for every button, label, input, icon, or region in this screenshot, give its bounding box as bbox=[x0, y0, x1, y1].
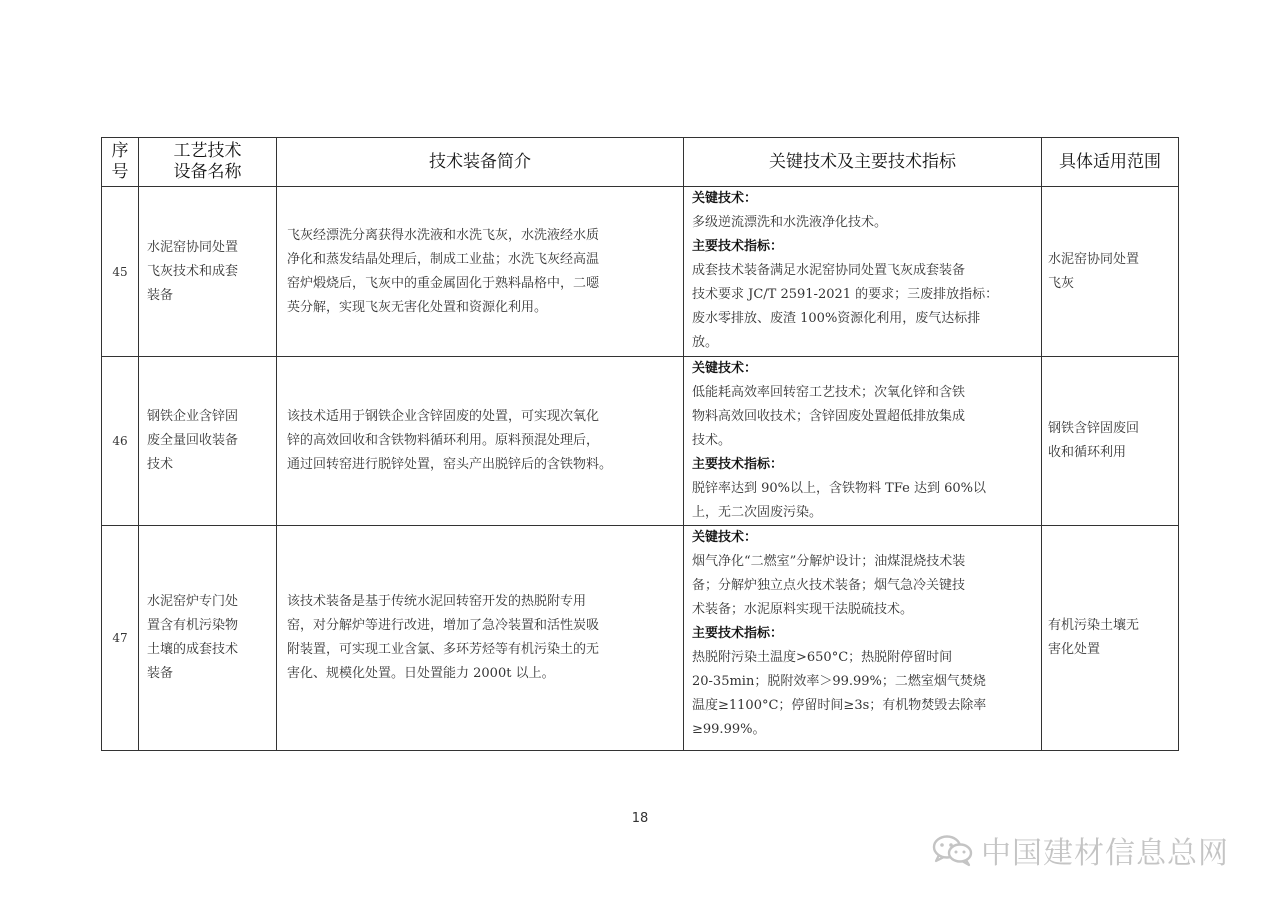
application-scope: 钢铁含锌固废回 收和循环利用 bbox=[1042, 357, 1179, 526]
tech-description: 该技术适用于钢铁企业含锌固废的处置，可实现次氧化 锌的高效回收和含铁物料循环利用。原料预混处理后， 通过回转窑进行脱锌处置，窑头产出脱锌后的含铁物料。 bbox=[277, 357, 684, 526]
header-row bbox=[102, 138, 1179, 187]
key-tech-label: 关键技术： bbox=[692, 530, 758, 545]
wechat-icon bbox=[931, 833, 975, 867]
process-name: 水泥窑协同处置 飞灰技术和成套 装备 bbox=[139, 187, 277, 357]
process-name: 钢铁企业含锌固 废全量回收装备 技术 bbox=[139, 357, 277, 526]
key-tech-cell: 关键技术： 多级逆流漂洗和水洗液净化技术。 主要技术指标： 成套技术装备满足水泥窑协同处置飞灰成套装备 技术要求 JC/T 2591-2021 的要求；三废排放指标： 废水零排放、废渣 100%资源化利用，废气达标排 放。 bbox=[684, 187, 1042, 357]
header-description: 技术装备简介 bbox=[277, 138, 684, 187]
key-tech-cell: 关键技术： 低能耗高效率回转窑工艺技术；次氧化锌和含铁 物料高效回收技术；含锌固废处置超低排放集成 技术。 主要技术指标： 脱锌率达到 90%以上，含铁物料 TFe 达到 60%以 上，无二次固废污染。 bbox=[684, 357, 1042, 526]
application-scope: 有机污染土壤无 害化处置 bbox=[1042, 526, 1179, 751]
table-row bbox=[102, 526, 1179, 751]
key-tech-label: 关键技术： bbox=[692, 191, 758, 206]
row-number: 47 bbox=[102, 526, 139, 751]
page-number: 18 bbox=[631, 811, 649, 826]
tech-description: 飞灰经漂洗分离获得水洗液和水洗飞灰，水洗液经水质 净化和蒸发结晶处理后，制成工业盐；水洗飞灰经高温 窑炉煅烧后，飞灰中的重金属固化于熟料晶格中，二噁 英分解，实现飞灰无害化处置和资源化利用。 bbox=[277, 187, 684, 357]
header-process-name: 工艺技术 设备名称 bbox=[139, 138, 277, 187]
key-tech-cell: 关键技术： 烟气净化“二燃室”分解炉设计；油煤混烧技术装 备；分解炉独立点火技术装备；烟气急冷关键技 术装备；水泥原料实现干法脱硫技术。 主要技术指标： 热脱附污染土温度>650°C；热脱附停留时间 20-35min；脱附效率＞99.99%；二燃室烟气焚烧 温度≥1100°C；停留时间≥3s；有机物焚毁去除率 ≥99.99%。 bbox=[684, 526, 1042, 751]
row-number: 45 bbox=[102, 187, 139, 357]
header-key-tech: 关键技术及主要技术指标 bbox=[684, 138, 1042, 187]
application-scope: 水泥窑协同处置 飞灰 bbox=[1042, 187, 1179, 357]
header-seq: 序 号 bbox=[102, 138, 139, 187]
indicator-label: 主要技术指标： bbox=[692, 626, 784, 641]
indicator-label: 主要技术指标： bbox=[692, 239, 784, 254]
indicator-label: 主要技术指标： bbox=[692, 457, 784, 472]
table-row bbox=[102, 187, 1179, 357]
key-tech-label: 关键技术： bbox=[692, 361, 758, 376]
technology-table bbox=[101, 137, 1179, 751]
header-scope: 具体适用范围 bbox=[1042, 138, 1179, 187]
row-number: 46 bbox=[102, 357, 139, 526]
watermark bbox=[931, 830, 1229, 870]
process-name: 水泥窑炉专门处 置含有机污染物 土壤的成套技术 装备 bbox=[139, 526, 277, 751]
table-row bbox=[102, 357, 1179, 526]
watermark-text: 中国建材信息总网 bbox=[981, 836, 1229, 871]
tech-description: 该技术装备是基于传统水泥回转窑开发的热脱附专用 窑，对分解炉等进行改进，增加了急冷装置和活性炭吸 附装置，可实现工业含氯、多环芳烃等有机污染土的无 害化、规模化处置。日处置能力 2000t 以上。 bbox=[277, 526, 684, 751]
